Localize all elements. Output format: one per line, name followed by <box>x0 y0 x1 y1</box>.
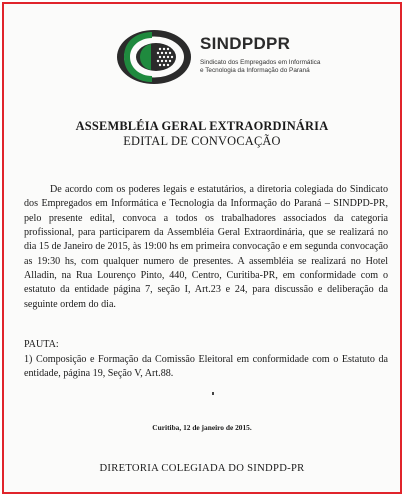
document-subtitle: EDITAL DE CONVOCAÇÃO <box>123 134 281 148</box>
date-line: Curitiba, 12 de janeiro de 2015. <box>152 423 252 432</box>
scan-speck <box>212 392 214 395</box>
logo-emblem-icon <box>114 26 194 88</box>
convocation-paragraph: De acordo com os poderes legais e estatutários, a diretoria colegiada do Sindicato dos Empregados em Informática e Tecnologia da Informação do Paraná – SINDPD-PR, pelo presente edital, convoca a todos os trabalhadores associados da categoria profissional, para participarem da Assembléia Geral Extraordinária, que se realizará no dia 15 de Janeiro de 2015, às 19:00 hs em primeira convocação e em segunda convocação as 19:30 hs, com qualquer numero de presentes. A assembléia se realizará no Hotel Alladin, na Rua Lourenço Pinto, 440, Centro, Curitiba-PR, em conformidade com o estatuto da entidade página 7, seção I, Art.23 e 24, para discussão e deliberação da seguinte ordem do dia. <box>24 184 388 310</box>
signature-line: DIRETORIA COLEGIADA DO SINDPD-PR <box>99 463 305 474</box>
pauta-heading: PAUTA: <box>24 339 59 350</box>
logo-subtitle-line2: e Tecnologia da Informação do Paraná <box>200 67 310 74</box>
document-frame <box>2 2 402 494</box>
logo-subtitle <box>200 59 330 75</box>
document-title: ASSEMBLÉIA GERAL EXTRAORDINÁRIA <box>75 119 329 133</box>
logo-name: SINDPDPR <box>200 34 291 53</box>
pauta-item: 1) Composição e Formação da Comissão Eleitoral em conformidade com o Estatuto da entidade, página 19, Seção V, Art.88. <box>24 354 388 380</box>
sindpdpr-logo <box>114 26 324 88</box>
logo-subtitle-line1: Sindicato dos Empregados em Informática <box>200 59 321 66</box>
